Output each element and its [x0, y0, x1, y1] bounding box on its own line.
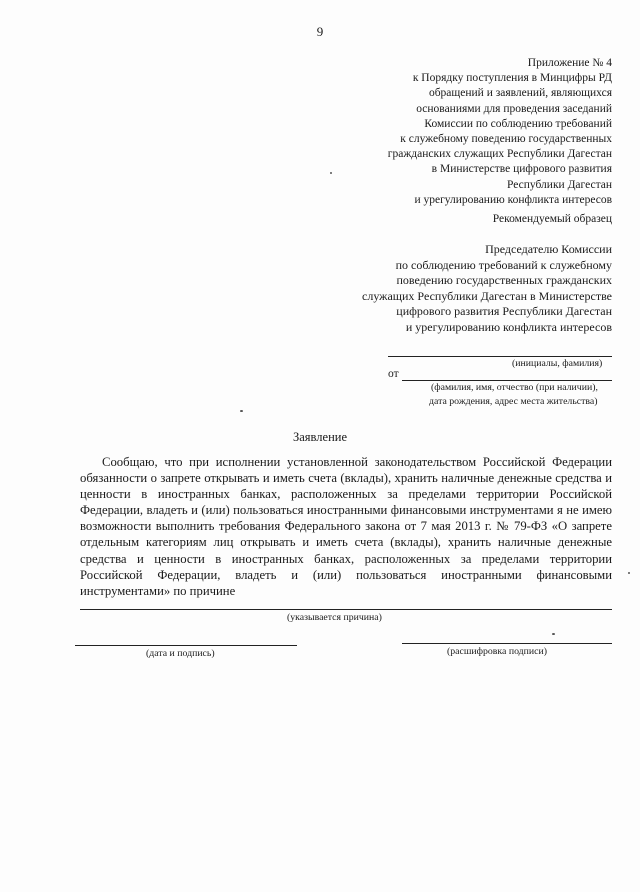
annex-header — [312, 56, 612, 208]
statement-body: Сообщаю, что при исполнении установленной законодательством Российской Федерации обязанности о запрете открывать и иметь счета (вклады), хранить наличные денежные средства и ценности в иностранных банках, расположенных за пределами территории Российской Федерации, владеть и (или) пользоваться иностранными финансовыми инструментами я не имею возможности выполнить требования Федерального закона от 7 мая 2013 г. № 79-ФЗ «О запрете отдельным категориям лиц открывать и иметь счета (вклады), хранить наличные денежные средства и ценности в иностранных банках, расположенных за пределами территории Российской Федерации, владеть и (или) пользоваться иностранными финансовыми инструментами» по причине — [80, 455, 612, 598]
initials-field-line — [388, 356, 612, 357]
document-title: Заявление — [292, 430, 347, 444]
addressee-line: служащих Республики Дагестан в Министерстве — [362, 288, 612, 303]
addressee-line: и урегулированию конфликта интересов — [405, 319, 612, 334]
reason-field-line — [80, 609, 612, 610]
addressee-line: Председателю Комиссии — [485, 242, 612, 256]
addressee-block — [292, 242, 612, 336]
annex-line: Республики Дагестан — [507, 178, 612, 191]
from-caption-line1: (фамилия, имя, отчество (при наличии), — [431, 382, 598, 393]
signature-decode-caption: (расшифровка подписи) — [447, 646, 548, 657]
from-label: от — [388, 368, 399, 380]
from-field-line — [402, 380, 612, 381]
reason-caption: (указывается причина) — [287, 612, 382, 623]
recommended-sample-label: Рекомендуемый образец — [492, 213, 612, 225]
date-signature-line — [75, 645, 297, 646]
annex-line: в Министерстве цифрового развития — [431, 163, 612, 176]
addressee-line: по соблюдению требований к служебному — [395, 257, 612, 272]
annex-line: к Порядку поступления в Минцифры РД — [412, 72, 612, 85]
annex-line: основаниями для проведения заседаний — [416, 102, 612, 115]
scan-speck — [552, 633, 555, 635]
annex-line: обращений и заявлений, являющихся — [428, 87, 612, 100]
initials-caption: (инициалы, фамилия) — [512, 358, 603, 369]
from-caption-line2: дата рождения, адрес места жительства) — [429, 396, 598, 407]
addressee-line: поведению государственных гражданских — [396, 273, 612, 288]
annex-line: и урегулированию конфликта интересов — [414, 193, 612, 206]
annex-line: Приложение № 4 — [527, 57, 612, 69]
addressee-line: цифрового развития Республики Дагестан — [396, 304, 612, 319]
scan-speck — [628, 572, 630, 574]
scan-speck — [330, 172, 332, 174]
annex-line: к служебному поведению государственных — [400, 133, 612, 146]
scan-speck — [240, 410, 243, 412]
annex-line: гражданских служащих Республики Дагестан — [387, 148, 612, 161]
date-signature-caption: (дата и подпись) — [146, 648, 215, 659]
annex-line: Комиссии по соблюдению требований — [424, 117, 612, 130]
page-number: 9 — [316, 24, 324, 39]
signature-decode-line — [402, 643, 612, 644]
